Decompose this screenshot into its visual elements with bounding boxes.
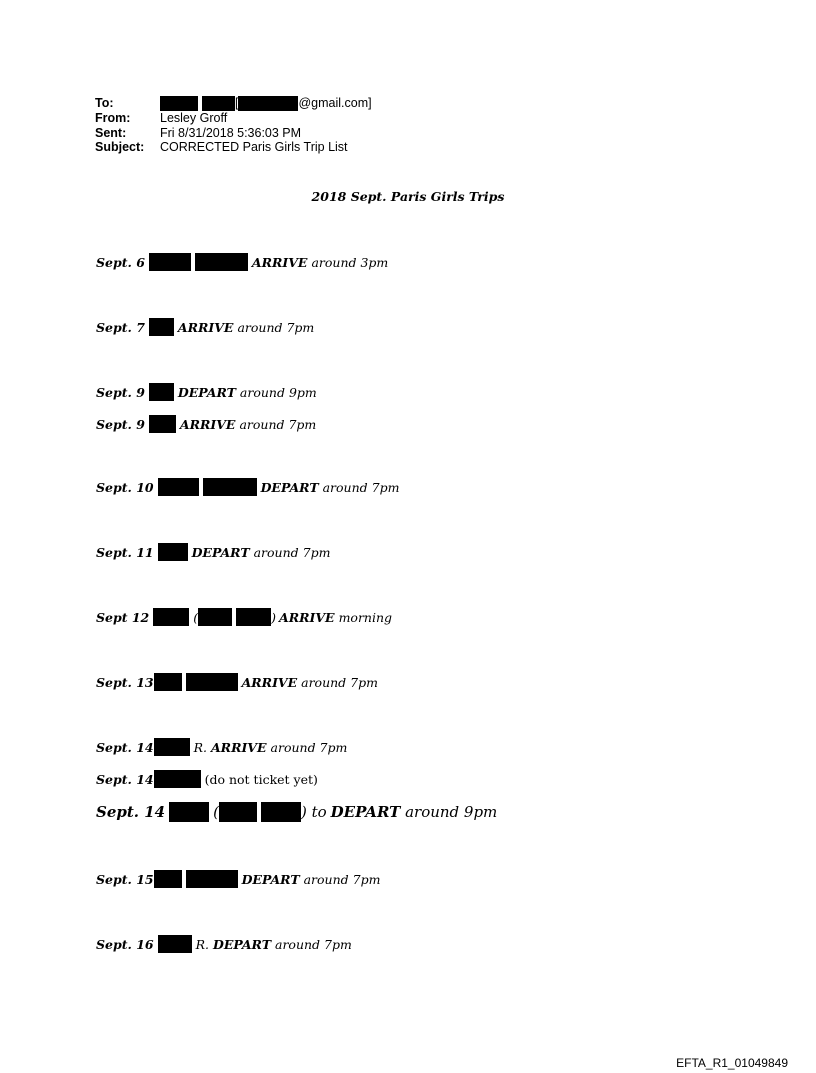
- document-title: 2018 Sept. Paris Girls Trips: [311, 189, 505, 204]
- open-paren: (: [193, 609, 199, 625]
- redaction-block: [261, 802, 301, 822]
- close-paren: ): [271, 609, 277, 625]
- redaction-block: [149, 415, 176, 433]
- trip-line: [96, 608, 392, 626]
- to-row: [95, 96, 372, 111]
- trip-action: ARRIVE: [177, 319, 234, 335]
- redaction-block: [186, 673, 238, 691]
- trip-date: Sept. 7: [96, 319, 145, 335]
- trip-line: [96, 383, 317, 401]
- sent-value: Fri 8/31/2018 5:36:03 PM: [160, 125, 302, 140]
- redaction-block: [198, 608, 232, 626]
- trip-date: Sept. 14: [96, 739, 154, 755]
- to-label: To:: [95, 96, 114, 110]
- redaction-block: [149, 318, 174, 336]
- trip-detail: around 7pm: [249, 544, 331, 560]
- trip-line: [96, 870, 380, 888]
- trip-line: [96, 801, 497, 823]
- trip-action: DEPART: [212, 936, 272, 952]
- trip-detail: around 7pm: [235, 416, 317, 432]
- trip-detail: around 7pm: [299, 871, 381, 887]
- redaction-block: [195, 253, 248, 271]
- trip-line: [96, 478, 399, 496]
- from-row: [95, 111, 372, 126]
- email-header: [95, 96, 372, 155]
- trip-date: Sept. 9: [96, 416, 145, 432]
- open-paren: (: [213, 803, 219, 821]
- trip-line: [96, 543, 330, 561]
- close-paren: ) to: [300, 803, 327, 821]
- trip-detail: around 9pm: [400, 803, 498, 821]
- trip-line: [96, 318, 314, 336]
- trip-detail: around 7pm: [297, 674, 378, 690]
- trip-action: ARRIVE: [210, 739, 267, 755]
- to-email-domain: @gmail.com]: [298, 96, 372, 111]
- trip-date: Sept. 14: [96, 803, 166, 821]
- redaction-block: [203, 478, 257, 496]
- trip-line: [96, 253, 388, 271]
- redaction-block: [149, 383, 174, 401]
- redaction-block: [154, 738, 190, 756]
- trip-detail: around 7pm: [318, 479, 400, 495]
- subject-value: CORRECTED Paris Girls Trip List: [160, 140, 348, 154]
- trip-detail: around 7pm: [233, 319, 315, 335]
- trip-action: DEPART: [330, 803, 401, 821]
- trip-date: Sept. 11: [96, 544, 154, 560]
- redaction-block: [169, 802, 209, 822]
- subject-row: [95, 140, 372, 155]
- trip-action: DEPART: [177, 384, 236, 400]
- redaction-block: [154, 770, 201, 788]
- trip-action: DEPART: [191, 544, 250, 560]
- trip-line: [96, 738, 347, 756]
- trip-action: ARRIVE: [241, 674, 298, 690]
- document-id: EFTA_R1_01049849: [676, 1056, 788, 1070]
- trip-date: Sept. 9: [96, 384, 145, 400]
- trip-action: ARRIVE: [279, 609, 335, 625]
- redaction-block: [149, 253, 191, 271]
- trip-date: Sept. 6: [96, 254, 145, 270]
- trip-detail: around 7pm: [271, 936, 352, 952]
- trip-date: Sept. 14: [96, 771, 154, 787]
- redaction-block: [154, 870, 182, 888]
- trip-line: [96, 935, 352, 953]
- trip-date: Sept. 15: [96, 871, 154, 887]
- sent-label: Sent:: [95, 125, 127, 140]
- redaction-block: [236, 608, 271, 626]
- redaction-block: [186, 870, 238, 888]
- redaction-block: [238, 96, 298, 111]
- trip-date: Sept. 10: [96, 479, 154, 495]
- trip-detail: morning: [334, 609, 393, 625]
- trip-action: DEPART: [241, 871, 300, 887]
- trip-initial: R.: [195, 936, 209, 952]
- redaction-block: [158, 543, 188, 561]
- redaction-block: [158, 935, 192, 953]
- sent-row: [95, 126, 372, 141]
- trip-date: Sept. 13: [96, 674, 154, 690]
- redaction-block: [202, 96, 235, 111]
- trip-detail: around 7pm: [266, 739, 348, 755]
- trip-action: DEPART: [260, 479, 319, 495]
- subject-label: Subject:: [95, 140, 145, 154]
- trip-line: [96, 770, 318, 788]
- trip-action: ARRIVE: [179, 416, 236, 432]
- trip-note: (do not ticket yet): [204, 771, 318, 787]
- trip-line: [96, 415, 316, 433]
- from-label: From:: [95, 111, 131, 125]
- redaction-block: [160, 96, 198, 111]
- trip-action: ARRIVE: [251, 254, 308, 270]
- trip-initial: R.: [193, 739, 207, 755]
- redaction-block: [154, 673, 182, 691]
- trip-date: Sept 12: [96, 609, 150, 625]
- trip-detail: around 9pm: [235, 384, 317, 400]
- trip-detail: around 3pm: [307, 254, 389, 270]
- trip-line: [96, 673, 378, 691]
- to-value: [ @gmail.com]: [160, 96, 372, 111]
- from-value: Lesley Groff: [160, 111, 228, 125]
- redaction-block: [219, 802, 257, 822]
- redaction-block: [158, 478, 199, 496]
- redaction-block: [153, 608, 189, 626]
- trip-date: Sept. 16: [96, 936, 154, 952]
